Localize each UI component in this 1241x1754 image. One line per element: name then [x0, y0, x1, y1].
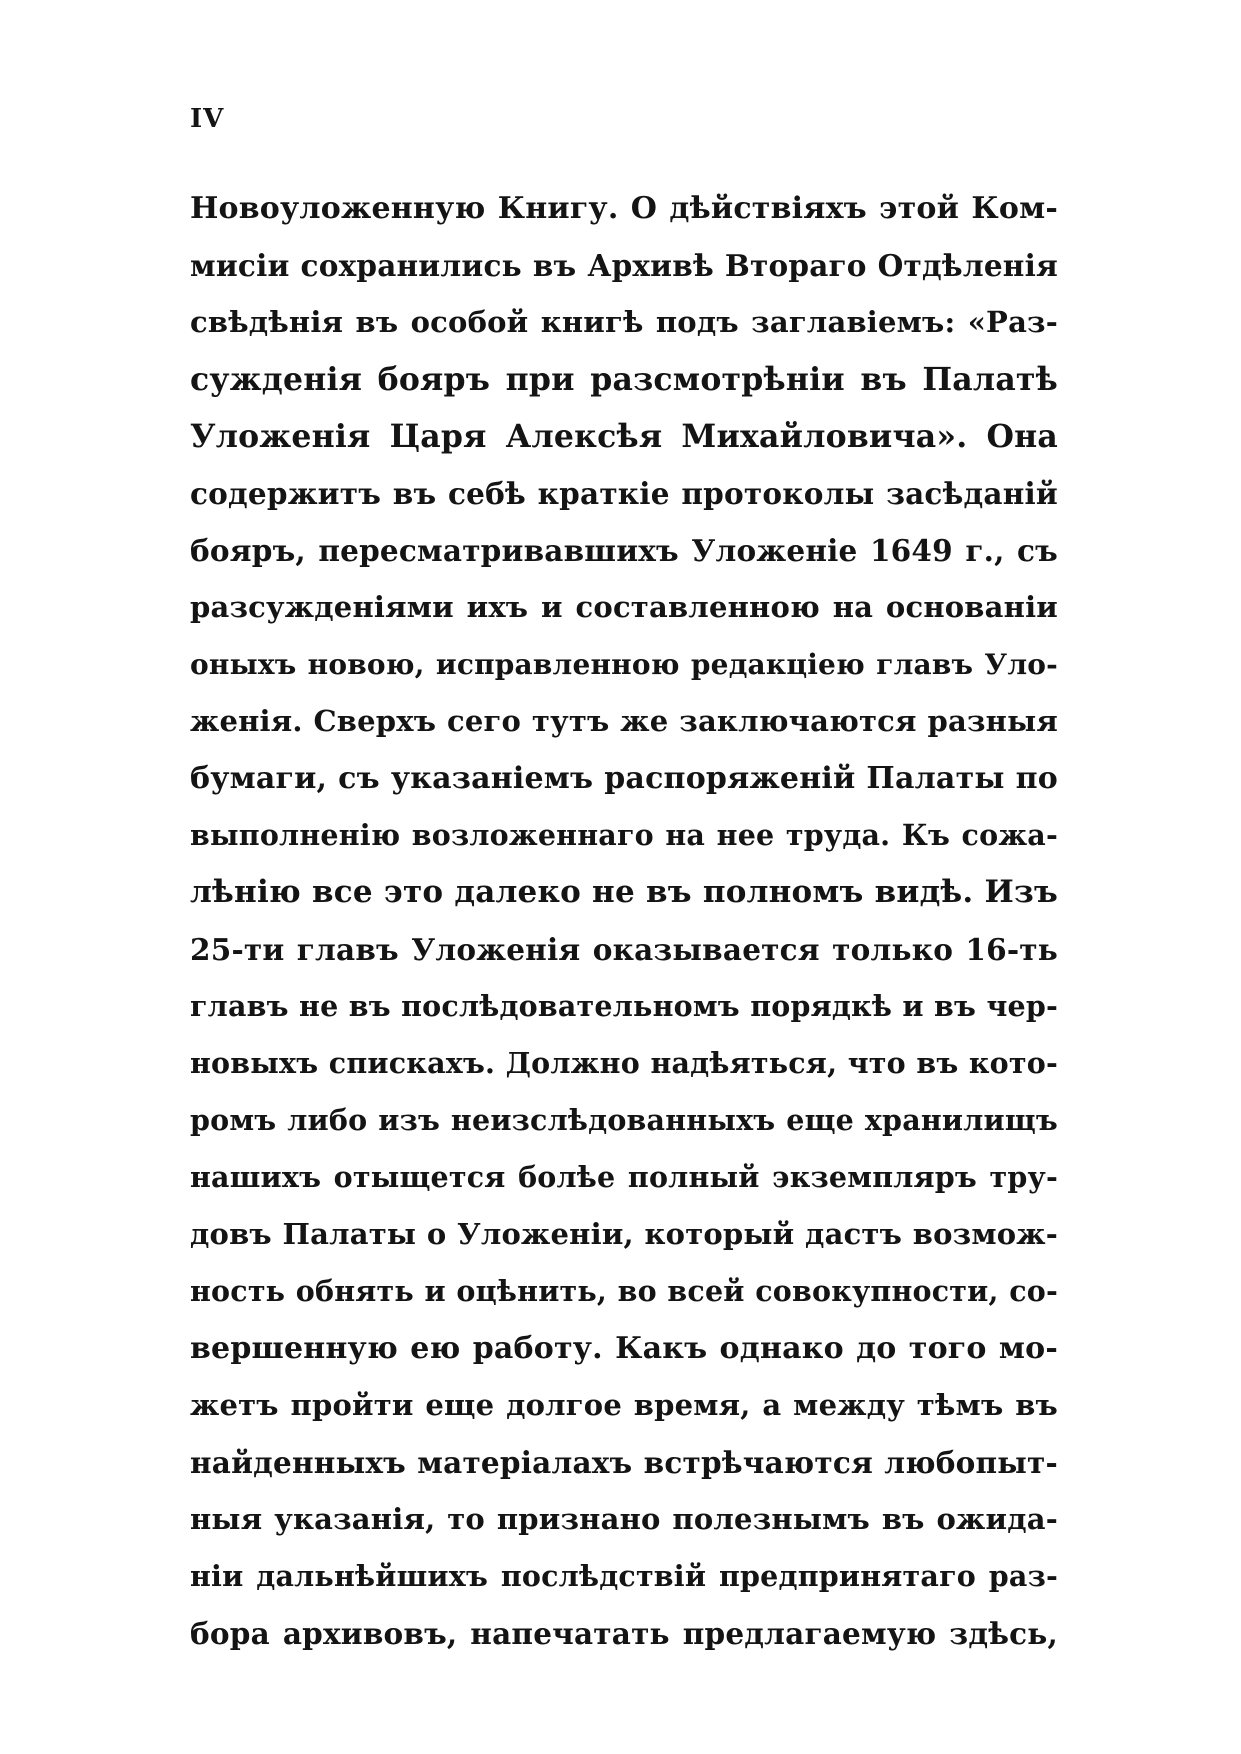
text-line: мисіи сохранились въ Архивѣ Втораго Отдѣленія	[190, 248, 1058, 283]
page-number: IV	[190, 104, 225, 134]
text-line: оныхъ новою, исправленною редакціею главъ Уло-	[190, 648, 1058, 681]
text-line: выполненію возложеннаго на нее труда. Къ сожа-	[190, 818, 1058, 852]
text-line: содержитъ въ себѣ краткіе протоколы засѣданій	[190, 476, 1058, 511]
body-text	[190, 180, 1058, 1662]
text-line: лѣнію все это далеко не въ полномъ видѣ. Изъ	[190, 874, 1058, 910]
text-line: жетъ пройти еще долгое время, а между тѣмъ въ	[190, 1388, 1058, 1422]
text-line: бояръ, пересматривавшихъ Уложеніе 1649 г., съ	[190, 533, 1058, 568]
text-line: новыхъ спискахъ. Должно надѣяться, что въ кото-	[190, 1046, 1058, 1080]
text-line: главъ не въ послѣдовательномъ порядкѣ и въ чер-	[190, 989, 1058, 1023]
text-line: разсужденіями ихъ и составленною на основаніи	[190, 590, 1058, 624]
text-line: бора архивовъ, напечатать предлагаемую здѣсь,	[190, 1616, 1058, 1651]
text-line: женія. Сверхъ сего тутъ же заключаются разныя	[190, 704, 1058, 738]
text-line: свѣдѣнія въ особой книгѣ подъ заглавіемъ: «Раз-	[190, 305, 1058, 339]
text-line: Новоуложенную Книгу. О дѣйствіяхъ этой Ком-	[190, 191, 1058, 226]
text-line: Уложенія Царя Алексѣя Михайловича». Она	[190, 418, 1058, 455]
text-line: ніи дальнѣйшихъ послѣдствій предпринятаго раз-	[190, 1559, 1058, 1593]
text-line: ность обнять и оцѣнить, во всей совокупности, со-	[190, 1274, 1058, 1308]
text-line: 25-ти главъ Уложенія оказывается только 16-ть	[190, 932, 1058, 967]
text-line: ныя указанія, то признано полезнымъ въ ожида-	[190, 1502, 1058, 1536]
text-line: вершенную ею работу. Какъ однако до того мо-	[190, 1331, 1058, 1366]
text-line: ромъ либо изъ неизслѣдованныхъ еще хранилищъ	[190, 1103, 1058, 1137]
text-line: бумаги, съ указаніемъ распоряженій Палаты по	[190, 761, 1058, 796]
text-line: найденныхъ матеріалахъ встрѣчаются любопыт-	[190, 1445, 1058, 1480]
text-line: сужденія бояръ при разсмотрѣніи въ Палатѣ	[190, 361, 1058, 398]
text-line: нашихъ отыщется болѣе полный экземпляръ тру-	[190, 1160, 1058, 1194]
text-line: довъ Палаты о Уложеніи, который дастъ возмож-	[190, 1217, 1058, 1251]
